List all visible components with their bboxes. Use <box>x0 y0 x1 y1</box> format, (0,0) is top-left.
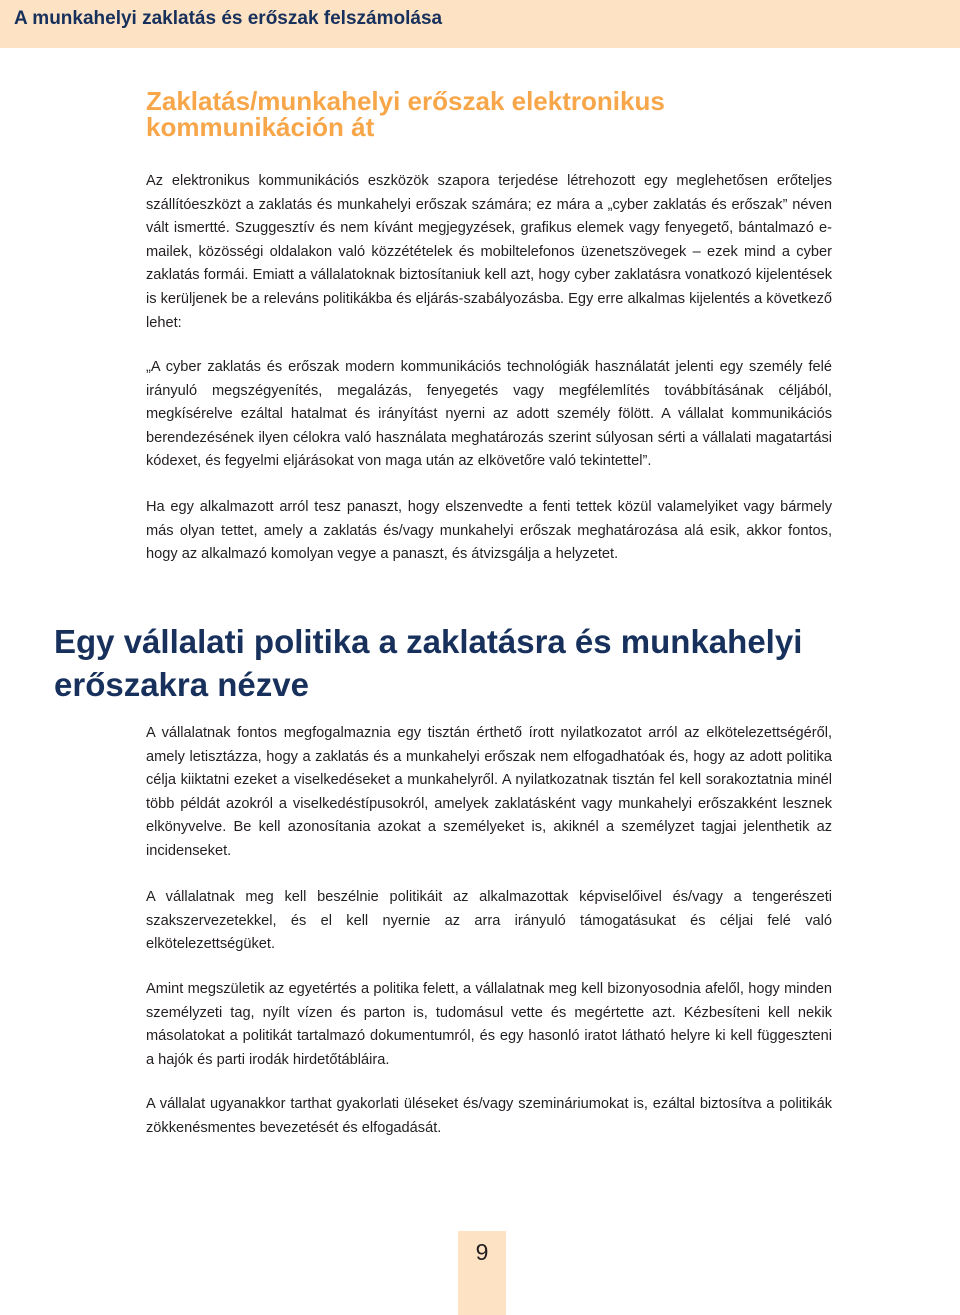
page-header-band <box>0 0 960 48</box>
page-number: 9 <box>475 1239 489 1265</box>
section-heading-company-policy: Egy vállalati politika a zaklatásra és munkahelyi erőszakra nézve <box>54 623 803 703</box>
policy-paragraph: Amint megszületik az egyetértés a politika felett, a vállalatnak meg kell bizonyosodnia afelől, hogy minden személyzeti tag, nyílt vízen és parton is, tudomásul vette és megértette azt. Kézbesíteni kell nekik másolatokat a politikát tartalmazó dokumentumról, és egy hasonló iratot látható helyre ki kell függeszteni a hajók és parti irodák hirdetőtábláira. <box>146 981 832 1068</box>
complaint-paragraph: Ha egy alkalmazott arról tesz panaszt, hogy elszenvedte a fenti tettek közül valamelyiket vagy bármely más olyan tettet, amely a zaklatás és/vagy munkahelyi erőszak meghatározása alá esik, akkor fontos, hogy az alkalmazó komolyan vegye a panaszt, és átvizsgálja a helyzetet. <box>146 499 832 563</box>
running-header-title: A munkahelyi zaklatás és erőszak felszámolása <box>14 8 443 29</box>
policy-paragraph: A vállalatnak meg kell beszélnie politikáit az alkalmazottak képviselőivel és/vagy a tengerészeti szakszervezetekkel, és el kell nyernie az arra irányuló támogatásukat és céljai felé való elkötelezettségüket. <box>146 889 832 953</box>
policy-quote-paragraph: „A cyber zaklatás és erőszak modern kommunikációs technológiák használatát jelenti egy személy felé irányuló megszégyenítés, megalázás, fenyegetés vagy megfélemlítés továbbításának céljából, megkísérelve ezáltal hatalmat és irányítást nyerni az adott személy fölött. A vállalat kommunikációs berendezésének ilyen célokra való használata meghatározás szerint súlyosan sérti a vállalati magatartási kódexet, és fegyelmi eljárásokat von maga után az elkövetőre való tekintettel”. <box>146 359 832 470</box>
page-number-tab <box>458 1231 506 1315</box>
policy-paragraph: A vállalat ugyanakkor tarthat gyakorlati üléseket és/vagy szemináriumokat is, ezáltal biztosítva a politikák zökkenésmentes bevezetését és elfogadását. <box>146 1096 832 1136</box>
intro-paragraph: Az elektronikus kommunikációs eszközök szapora terjedése létrehozott egy meglehetősen erőteljes szállítóeszközt a zaklatás és munkahelyi erőszak számára; ez mára a „cyber zaklatás és erőszak” néven vált ismertté. Szuggesztív és nem kívánt megjegyzések, grafikus elemek vagy fenyegető, bántalmazó e-mailek, közösségi oldalakon való közzétételek és mobiltelefonos üzenetszövegek – ezek mind a cyber zaklatás formái. Emiatt a vállalatoknak biztosítaniuk kell azt, hogy cyber zaklatásra vonatkozó kijelentések is kerüljenek be a releváns politikákba és eljárás-szabályozásba. Egy erre alkalmas kijelentés a következő lehet: <box>146 173 832 331</box>
policy-paragraph: A vállalatnak fontos megfogalmaznia egy tisztán érthető írott nyilatkozatot arról az elkötelezettségéről, amely letisztázza, hogy a zaklatás és a munkahelyi erőszak nem elfogadhatóak és, hogy az adott politika célja kiiktatni ezeket a viselkedéseket a munkahelyről. A nyilatkozatnak tisztán fel kell sorakoztatnia minél több példát azokról a viselkedéstípusokról, amelyek zaklatásként vagy munkahelyi erőszakként lesznek elkönyvelve. Be kell azonosítania azokat a személyeket is, akiknél a személyzet tagjai jelenthetik az incidenseket. <box>146 725 832 859</box>
section-heading-cyber-harassment: Zaklatás/munkahelyi erőszak elektronikus kommunikáción át <box>146 86 665 142</box>
